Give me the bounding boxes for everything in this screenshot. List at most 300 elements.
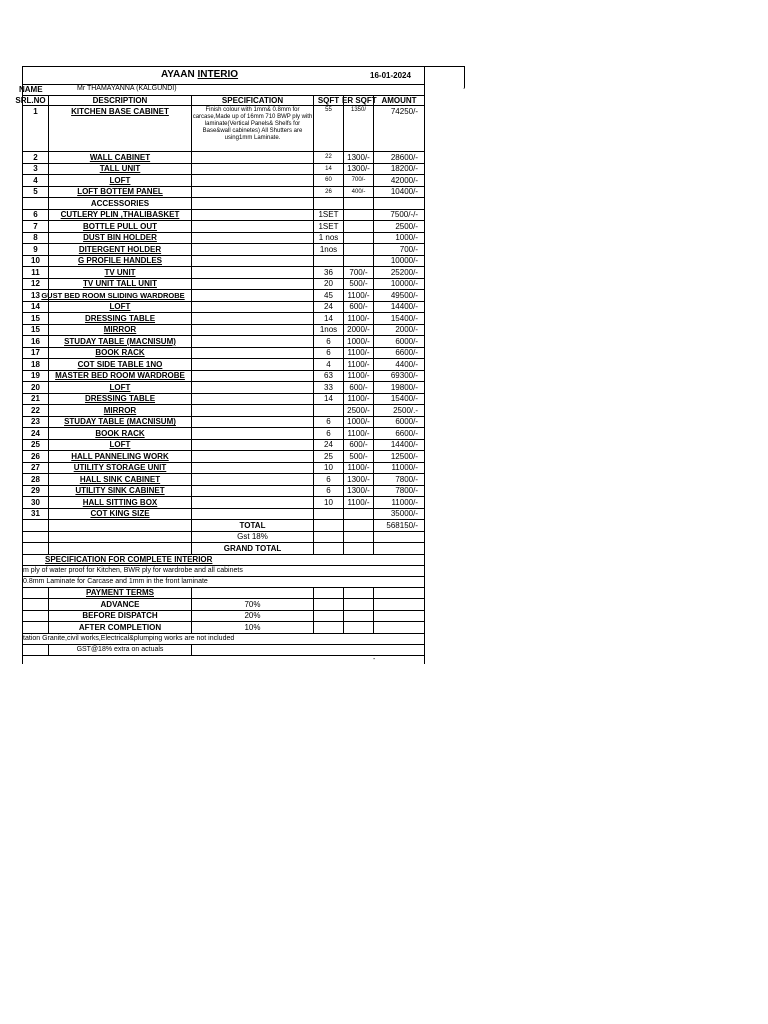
pay-rate-cell	[344, 588, 374, 599]
item-no: 13	[31, 290, 40, 300]
item-amount-cell	[374, 164, 425, 175]
item-no: 31	[31, 509, 40, 519]
quotation-sheet	[15, 66, 425, 664]
payment-empty-cell	[344, 611, 374, 622]
item-desc-cell	[49, 440, 192, 451]
gstnote-cell	[49, 645, 192, 656]
item-desc-cell	[49, 244, 192, 255]
item-rate-cell	[344, 267, 374, 278]
item-rate: 600/-	[349, 382, 368, 392]
item-desc-cell	[49, 233, 192, 244]
col-desc: DESCRIPTION	[92, 96, 148, 105]
spec-line2: 0.8mm Laminate for Carcase and 1mm in the front laminate	[23, 577, 208, 585]
item-rate-cell	[344, 290, 374, 301]
item-no-cell	[22, 474, 49, 485]
item-amount-cell	[374, 359, 425, 370]
item-spec-cell	[192, 290, 314, 301]
item-no: 19	[31, 371, 40, 381]
client-label: NAME	[19, 85, 43, 94]
item-no-cell	[22, 279, 49, 290]
item-sqft-cell	[314, 371, 344, 382]
item-desc: TV UNIT	[104, 267, 136, 277]
col-amount-header	[374, 96, 425, 105]
table-row	[22, 463, 425, 475]
item-desc-cell	[41, 290, 192, 301]
item-amount: 10400/-	[390, 187, 418, 197]
col-sqft-header	[314, 96, 344, 105]
item-desc-cell	[49, 428, 192, 439]
client-name: Mr THAMAYANNA (KALGUNDI)	[77, 85, 177, 92]
item-sqft: 14	[324, 394, 333, 404]
item-desc: DUST BIN HOLDER	[83, 233, 157, 243]
grand-sqft-cell	[314, 543, 344, 554]
item-desc: G PROFILE HANDLES	[77, 256, 162, 266]
item-amount-cell	[374, 486, 425, 497]
item-sqft-cell	[314, 359, 344, 370]
col-desc-header	[49, 96, 192, 105]
title-row	[22, 66, 425, 85]
item-no: 2	[33, 152, 38, 162]
client-row	[19, 85, 425, 96]
total-amount-cell	[374, 520, 425, 531]
item-amount-cell	[374, 428, 425, 439]
item-no: 6	[33, 210, 38, 220]
item-no: 22	[31, 405, 40, 415]
item-sqft-cell	[314, 382, 344, 393]
item-desc-cell	[49, 267, 192, 278]
item-no-cell	[22, 302, 49, 313]
item-spec-cell	[192, 175, 314, 186]
payment-value-cell	[192, 611, 314, 622]
item-no: 23	[31, 417, 40, 427]
item-no-cell	[22, 210, 49, 221]
item-sqft-cell	[314, 348, 344, 359]
item-desc-cell	[49, 451, 192, 462]
item-sqft: 45	[324, 290, 333, 300]
item-spec-cell	[192, 233, 314, 244]
item-desc-cell	[49, 302, 192, 313]
item-spec-cell	[192, 440, 314, 451]
payment-value: 20%	[244, 611, 261, 621]
item-rate-cell	[344, 474, 374, 485]
item-desc: LOFT	[109, 382, 131, 392]
item-sqft: 63	[324, 371, 333, 381]
item-sqft: 25	[324, 451, 333, 461]
item-sqft: 4	[326, 359, 331, 369]
item-rate: 1300/-	[347, 486, 370, 496]
item-no: 21	[31, 394, 40, 404]
item-no: 8	[33, 233, 38, 243]
payment-empty-cell	[22, 599, 49, 610]
item-sqft-cell	[314, 198, 344, 209]
items-table	[22, 106, 425, 520]
item-desc: HALL PANNELING WORK	[71, 451, 169, 461]
item-rate-cell	[344, 394, 374, 405]
item-rate-cell	[344, 509, 374, 520]
item-spec-cell	[192, 152, 314, 163]
payment-heading-row	[22, 588, 425, 600]
item-no-cell	[22, 313, 49, 324]
item-rate-cell	[344, 221, 374, 232]
table-row	[22, 152, 425, 164]
item-desc: STUDAY TABLE (MACNISUM)	[64, 336, 176, 346]
payment-row	[22, 599, 425, 611]
item-rate: 1300/-	[347, 164, 370, 174]
item-sqft-cell	[314, 256, 344, 267]
table-row	[22, 486, 425, 498]
item-spec-cell	[192, 486, 314, 497]
grand-rate-cell	[344, 543, 374, 554]
item-spec-cell	[192, 336, 314, 347]
item-rate: 600/-	[349, 302, 368, 312]
payment-label: ADVANCE	[100, 599, 140, 609]
item-sqft: 24	[324, 302, 333, 312]
item-sqft: 26	[325, 188, 332, 195]
item-desc: BOOK RACK	[95, 428, 145, 438]
total-label-cell	[192, 520, 314, 531]
item-desc: DITERGENT HOLDER	[78, 244, 162, 254]
col-rate-header	[342, 96, 377, 105]
item-desc: WALL CABINET	[89, 152, 151, 162]
pay-sqft-cell	[314, 588, 344, 599]
item-rate-cell	[344, 348, 374, 359]
table-row	[22, 106, 425, 152]
item-rate-cell	[344, 233, 374, 244]
item-desc-cell	[49, 509, 192, 520]
payment-value: 70%	[244, 599, 261, 609]
exclusion-note: tation Granite,civil works,Electrical&plumping works are not included	[23, 634, 235, 642]
col-spec: SPECIFICATION	[221, 96, 284, 105]
table-row	[22, 336, 425, 348]
item-desc-cell	[49, 313, 192, 324]
item-desc-cell	[49, 359, 192, 370]
item-rate: 1350/	[350, 107, 366, 113]
item-sqft-cell	[314, 451, 344, 462]
total-label: TOTAL	[239, 520, 266, 530]
item-desc: CUTLERY PLIN ,THALIBASKET	[60, 210, 180, 220]
item-spec-cell	[192, 302, 314, 313]
item-sqft: 14	[325, 165, 332, 172]
item-amount-cell	[374, 279, 425, 290]
table-row	[22, 359, 425, 371]
item-sqft-cell	[314, 267, 344, 278]
gst-note: GST@18% extra on actuals	[76, 646, 164, 654]
item-sqft: 1 nos	[318, 233, 339, 243]
item-rate-cell	[344, 175, 374, 186]
item-desc: LOFT	[109, 175, 131, 185]
item-no-cell	[22, 486, 49, 497]
item-rate-cell	[344, 164, 374, 175]
header-border-line	[425, 66, 465, 89]
item-sqft-cell	[314, 233, 344, 244]
item-spec-cell	[192, 359, 314, 370]
item-spec-cell	[192, 244, 314, 255]
item-desc: UTILITY SINK CABINET	[75, 486, 165, 496]
item-rate: 1300/-	[347, 474, 370, 484]
item-no-cell	[22, 256, 49, 267]
item-amount: 10000/-	[390, 256, 418, 266]
item-sqft-cell	[314, 164, 344, 175]
item-amount: 25200/-	[390, 267, 418, 277]
item-rate: 2000/-	[347, 325, 370, 335]
item-desc: STUDAY TABLE (MACNISUM)	[64, 417, 176, 427]
payment-value: 10%	[244, 622, 261, 632]
item-amount: 14400/-	[390, 302, 418, 312]
gst-label-cell	[192, 532, 314, 543]
payment-value-cell	[192, 599, 314, 610]
item-no-cell	[22, 348, 49, 359]
payment-empty-cell	[314, 622, 344, 633]
item-rate-cell	[344, 371, 374, 382]
item-desc: DRESSING TABLE	[84, 394, 156, 404]
item-rate-cell	[344, 497, 374, 508]
item-no-cell	[22, 198, 49, 209]
table-row	[22, 371, 425, 383]
item-sqft: 6	[326, 474, 331, 484]
item-no-cell	[22, 164, 49, 175]
gst-desc-cell	[49, 532, 192, 543]
item-rate-cell	[344, 382, 374, 393]
item-no: 25	[31, 440, 40, 450]
col-rate: ER SQFT	[342, 96, 377, 105]
item-rate-cell	[344, 336, 374, 347]
table-row	[22, 198, 425, 210]
item-no-cell	[22, 106, 49, 151]
col-amount: AMOUNT	[381, 96, 417, 105]
item-sqft-cell	[314, 336, 344, 347]
item-desc: MIRROR	[103, 325, 137, 335]
item-spec-cell	[192, 348, 314, 359]
item-spec-cell	[192, 267, 314, 278]
payment-empty-cell	[22, 622, 49, 633]
item-desc: HALL SITTING BOX	[82, 497, 158, 507]
table-row	[22, 451, 425, 463]
item-amount-cell	[374, 290, 425, 301]
item-amount-cell	[374, 256, 425, 267]
sheet-tail	[22, 656, 425, 664]
item-rate: 1000/-	[347, 336, 370, 346]
item-no-cell	[22, 233, 49, 244]
item-amount: 69300/-	[390, 371, 418, 381]
item-no: 15	[31, 313, 40, 323]
item-amount-cell	[374, 371, 425, 382]
item-rate-cell	[344, 279, 374, 290]
item-no-cell	[22, 325, 49, 336]
item-amount-cell	[374, 302, 425, 313]
table-row	[22, 313, 425, 325]
item-amount: 7800/-	[395, 474, 418, 484]
table-row	[22, 405, 425, 417]
gst-note-row	[22, 645, 425, 657]
item-spec-cell	[192, 417, 314, 428]
item-sqft: 6	[326, 486, 331, 496]
item-amount-cell	[374, 325, 425, 336]
item-sqft: 36	[324, 267, 333, 277]
item-amount-cell	[374, 267, 425, 278]
item-rate-cell	[344, 359, 374, 370]
item-amount: 11000/-	[391, 463, 418, 473]
payment-label-cell	[49, 622, 192, 633]
item-amount-cell	[374, 497, 425, 508]
table-row	[22, 233, 425, 245]
item-no: 14	[31, 302, 40, 312]
item-spec-cell	[192, 313, 314, 324]
item-desc-cell	[49, 405, 192, 416]
item-rate: 400/-	[351, 188, 366, 195]
table-row	[22, 428, 425, 440]
item-amount: 6000/-	[395, 417, 418, 427]
payment-empty-cell	[314, 599, 344, 610]
total-row	[22, 520, 425, 532]
item-desc-cell	[49, 371, 192, 382]
item-no-cell	[22, 152, 49, 163]
item-desc-cell	[49, 152, 192, 163]
item-rate: 2500/-	[347, 405, 370, 415]
total-amount: 568150/-	[386, 520, 418, 530]
item-spec-cell	[192, 371, 314, 382]
item-no: 16	[31, 336, 40, 346]
item-no: 12	[31, 279, 40, 289]
item-no-cell	[22, 417, 49, 428]
item-amount: 19800/-	[390, 382, 418, 392]
item-desc-cell	[49, 198, 192, 209]
item-amount: 10000/-	[390, 279, 418, 289]
spec-line2-row	[22, 577, 425, 588]
item-amount: 11000/-	[391, 497, 418, 507]
item-no: 28	[31, 474, 40, 484]
item-spec-cell	[192, 394, 314, 405]
item-spec-cell	[192, 382, 314, 393]
grand-total-label: GRAND TOTAL	[223, 543, 282, 553]
item-rate-cell	[344, 256, 374, 267]
table-row	[22, 244, 425, 256]
payment-empty-cell	[374, 599, 425, 610]
item-desc-cell	[49, 256, 192, 267]
payment-empty-cell	[344, 599, 374, 610]
item-desc: DRESSING TABLE	[84, 313, 156, 323]
company-name: AYAAN	[161, 69, 195, 80]
item-desc: LOFT	[109, 440, 131, 450]
item-amount: 700/-	[399, 244, 418, 254]
item-sqft-cell	[314, 463, 344, 474]
payment-row	[22, 622, 425, 634]
item-amount-cell	[374, 463, 425, 474]
item-sqft-cell	[314, 417, 344, 428]
item-rate: 1100/-	[347, 371, 370, 381]
item-no-cell	[22, 451, 49, 462]
item-desc-cell	[49, 348, 192, 359]
item-sqft: 60	[325, 177, 332, 184]
item-rate-cell	[344, 417, 374, 428]
item-no-cell	[22, 440, 49, 451]
item-desc-cell	[49, 336, 192, 347]
table-row	[22, 175, 425, 187]
item-no: 27	[31, 463, 40, 473]
item-desc: HALL SINK CABINET	[79, 474, 161, 484]
item-amount: 15400/-	[390, 394, 418, 404]
item-desc: COT KING SIZE	[90, 509, 150, 519]
item-amount: 1000/-	[395, 233, 418, 243]
item-no: 5	[33, 187, 38, 197]
item-sqft-cell	[314, 279, 344, 290]
grand-no-cell	[22, 543, 49, 554]
item-sqft-cell	[314, 152, 344, 163]
item-amount: 35000/-	[390, 509, 418, 519]
item-no-cell	[22, 497, 49, 508]
total-rate-cell	[344, 520, 374, 531]
item-rate-cell	[344, 210, 374, 221]
item-spec-cell	[192, 279, 314, 290]
item-desc: MASTER BED ROOM WARDROBE	[55, 371, 185, 381]
item-no-cell	[22, 382, 49, 393]
item-spec-cell	[192, 187, 314, 198]
item-rate: 600/-	[349, 440, 368, 450]
table-row	[22, 290, 425, 302]
item-sqft: 10	[324, 463, 333, 473]
item-rate: 1100/-	[347, 428, 370, 438]
table-row	[22, 394, 425, 406]
trailing-mark: -	[373, 656, 376, 663]
grand-total-row	[22, 543, 425, 555]
table-row	[22, 210, 425, 222]
item-rate-cell	[344, 463, 374, 474]
item-amount-cell	[374, 348, 425, 359]
item-rate: 1100/-	[347, 463, 370, 473]
item-amount: 14400/-	[390, 440, 418, 450]
item-sqft-cell	[314, 244, 344, 255]
payment-label: BEFORE DISPATCH	[82, 611, 158, 621]
item-desc: LOFT BOTTEM PANEL	[77, 187, 163, 197]
item-sqft: 1nos	[319, 244, 338, 254]
payment-empty-cell	[374, 611, 425, 622]
item-no-cell	[22, 175, 49, 186]
item-no: 20	[31, 382, 40, 392]
item-desc: UTILITY STORAGE UNIT	[73, 463, 167, 473]
item-spec-cell	[192, 451, 314, 462]
item-sqft: 22	[325, 154, 332, 161]
item-no: 10	[31, 256, 40, 266]
item-sqft-cell	[314, 313, 344, 324]
item-sqft-cell	[314, 497, 344, 508]
item-desc-cell	[49, 164, 192, 175]
item-no-cell	[22, 394, 49, 405]
gst-amount-cell	[374, 532, 425, 543]
total-sqft-cell	[314, 520, 344, 531]
item-sqft: 24	[324, 440, 333, 450]
item-desc: GUST BED ROOM SLIDING WARDROBE	[41, 290, 185, 300]
item-rate: 1300/-	[347, 152, 370, 162]
item-desc-cell	[49, 325, 192, 336]
quote-date: 16-01-2024	[370, 71, 411, 80]
item-rate: 1100/-	[347, 497, 370, 507]
item-rate: 700/-	[349, 267, 368, 277]
item-rate-cell	[344, 244, 374, 255]
item-spec-cell	[192, 509, 314, 520]
item-rate: 1100/-	[347, 290, 370, 300]
item-amount-cell	[374, 451, 425, 462]
item-sqft: 6	[326, 417, 331, 427]
item-spec-cell	[192, 164, 314, 175]
item-amount: 7500/-/-	[390, 210, 418, 220]
item-spec-cell	[192, 198, 314, 209]
total-desc-cell	[49, 520, 192, 531]
item-no-cell	[22, 267, 49, 278]
col-spec-header	[192, 96, 314, 105]
item-desc: ACCESSORIES	[90, 198, 150, 208]
item-no-cell	[22, 336, 49, 347]
item-sqft: 6	[326, 336, 331, 346]
item-no: 17	[31, 348, 40, 358]
